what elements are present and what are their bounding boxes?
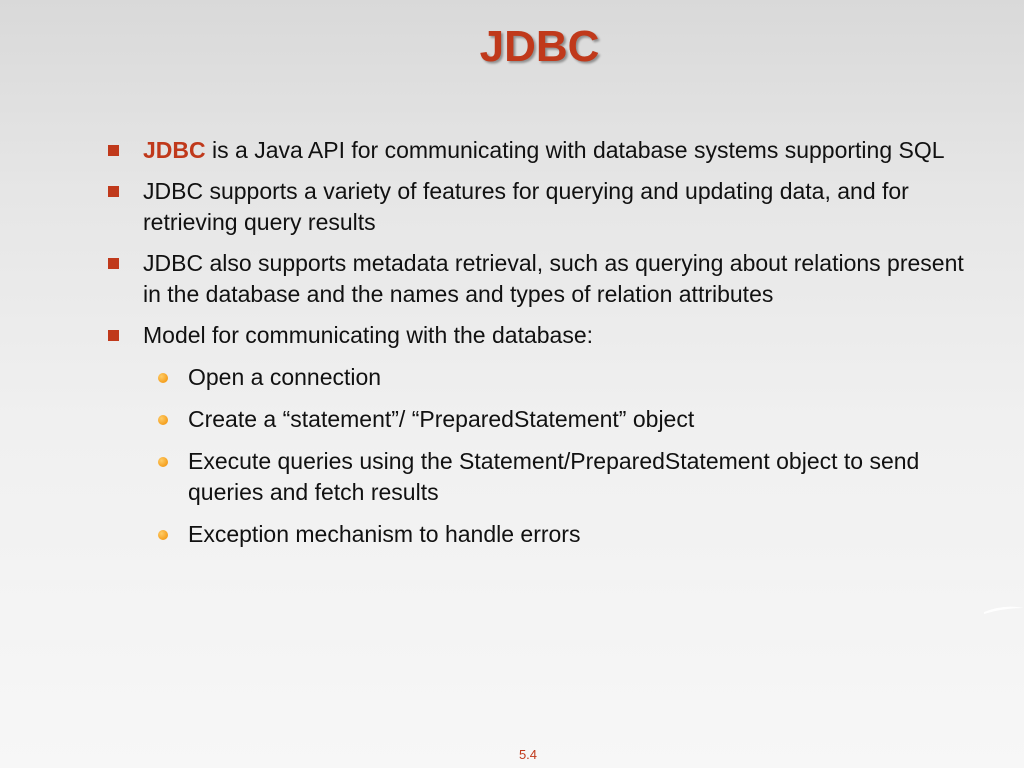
page-number: 5.4 [518, 747, 538, 762]
square-bullet-icon [108, 330, 119, 341]
dot-bullet-icon [158, 530, 168, 540]
slide-body [105, 135, 985, 550]
bullet-item [105, 320, 985, 351]
slide-title: JDBC [479, 22, 600, 71]
bullet-text: Model for communicating with the database: [143, 322, 594, 348]
sub-bullet-text: Open a connection [188, 364, 382, 390]
sub-bullet-item [105, 404, 985, 435]
dot-bullet-icon [158, 457, 168, 467]
bullet-text: JDBC also supports metadata retrieval, such as querying about relations present in the database and the names and types of relation attributes [143, 250, 964, 307]
sub-bullet-text: Create a “statement”/ “PreparedStatement” object [188, 406, 695, 432]
bullet-text: is a Java API for communicating with database systems supporting SQL [205, 137, 945, 163]
square-bullet-icon [108, 186, 119, 197]
dot-bullet-icon [158, 415, 168, 425]
dot-bullet-icon [158, 373, 168, 383]
bullet-item [105, 176, 985, 238]
sub-bullet-item [105, 519, 985, 550]
bullet-highlight: JDBC [143, 137, 206, 163]
decorative-swoosh [984, 600, 1024, 630]
sub-bullet-item [105, 446, 985, 508]
bullet-item [105, 248, 985, 310]
square-bullet-icon [108, 258, 119, 269]
sub-bullet-text: Exception mechanism to handle errors [188, 521, 581, 547]
square-bullet-icon [108, 145, 119, 156]
bullet-item [105, 135, 985, 166]
sub-bullet-item [105, 362, 985, 393]
bullet-text: JDBC supports a variety of features for querying and updating data, and for retrieving query results [143, 178, 909, 235]
sub-bullet-text: Execute queries using the Statement/PreparedStatement object to send queries and fetch results [188, 448, 920, 505]
